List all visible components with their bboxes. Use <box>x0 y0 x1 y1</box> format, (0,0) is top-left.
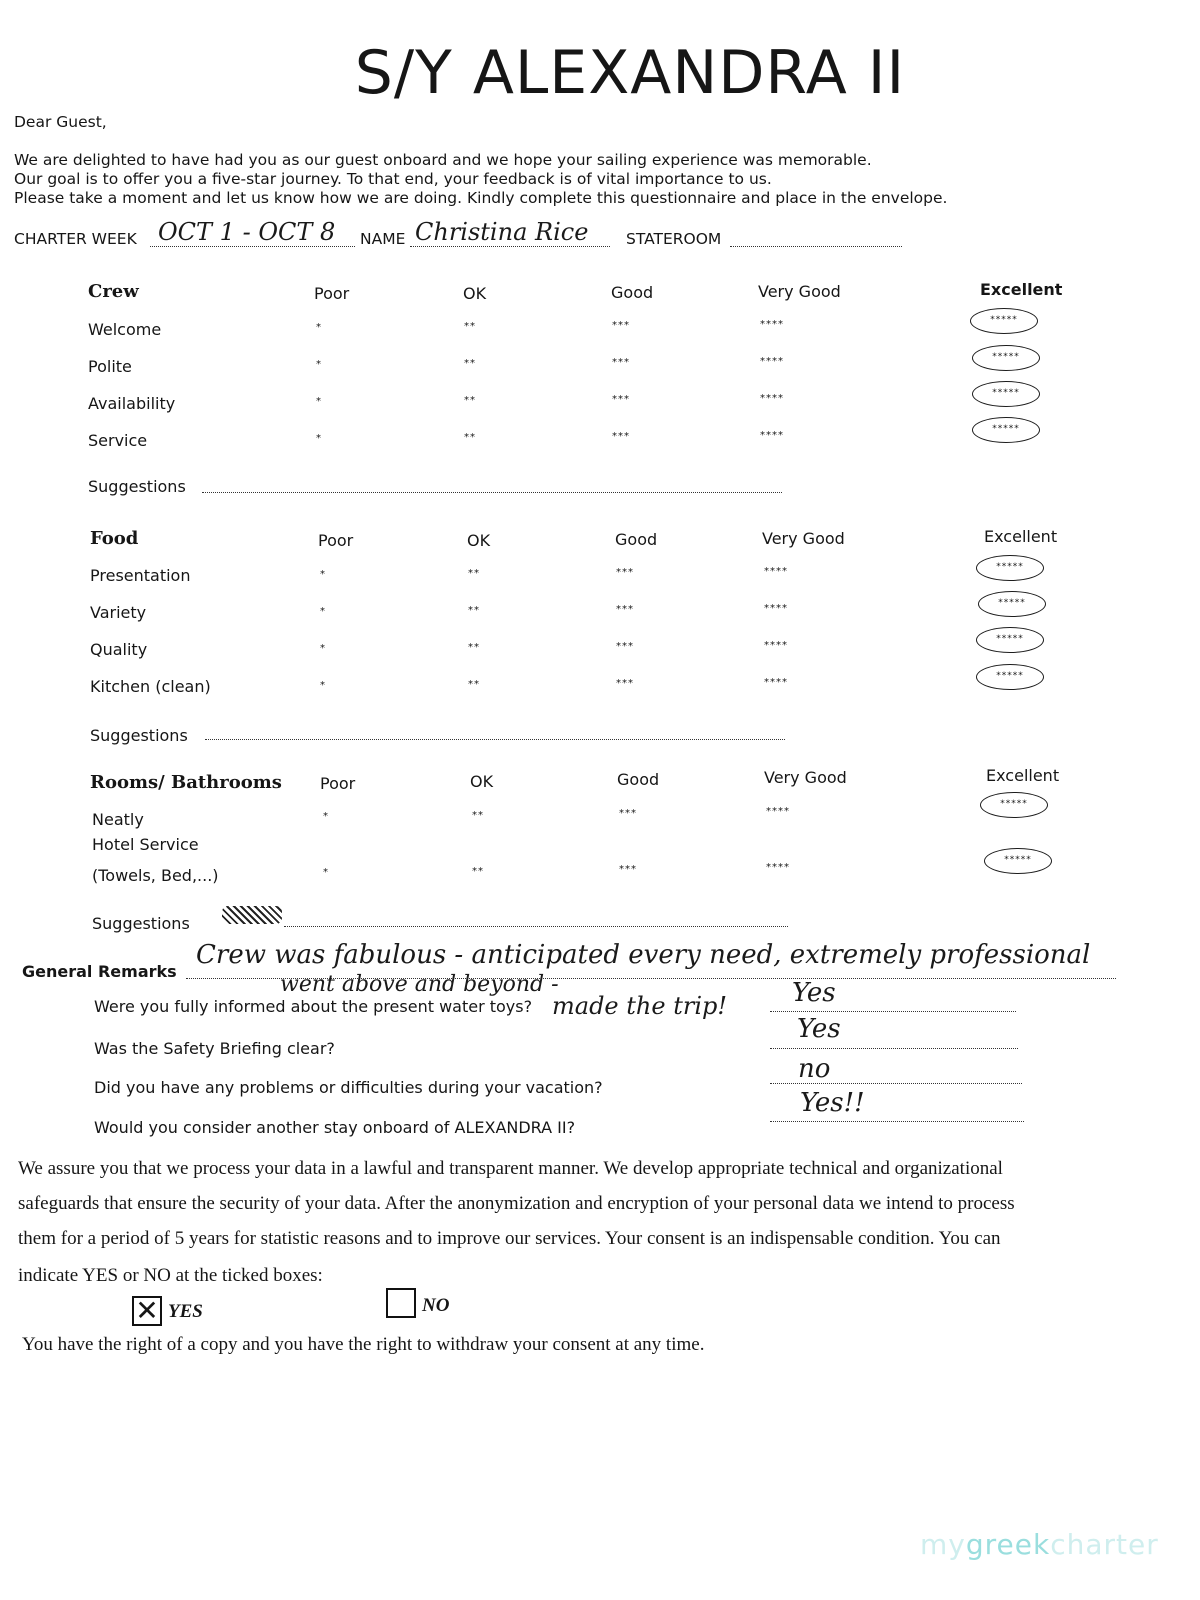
crew-col-poor: Poor <box>314 284 350 303</box>
rating-option[interactable]: ** <box>468 679 480 690</box>
rooms-col-very-good: Very Good <box>764 768 847 787</box>
food-suggestions-field[interactable] <box>205 739 785 740</box>
general-remarks-field[interactable]: Crew was fabulous - anticipated every need, extremely professional <box>196 940 1091 970</box>
rating-option[interactable]: *** <box>619 864 637 875</box>
rating-option[interactable]: * <box>320 680 326 691</box>
rooms-heading: Rooms/ Bathrooms <box>90 772 282 793</box>
rating-option-selected[interactable]: ***** <box>978 591 1046 617</box>
rating-option[interactable]: *** <box>616 641 634 652</box>
rating-option[interactable]: *** <box>616 604 634 615</box>
food-row-variety: Variety <box>90 603 147 622</box>
watermark-logo: mygreekcharter <box>920 1528 1159 1561</box>
crew-row-welcome: Welcome <box>88 320 162 339</box>
privacy-line-3: them for a period of 5 years for statistic reasons and to improve our services. Your consent is an indispensable condition. You can <box>18 1228 1001 1249</box>
general-remarks-line-2: went above and beyond - <box>280 972 559 997</box>
rating-option[interactable]: * <box>316 396 322 407</box>
rating-option[interactable]: ** <box>464 358 476 369</box>
food-suggestions-label: Suggestions <box>90 726 188 745</box>
charter-week-line <box>150 246 355 247</box>
consent-yes-checkbox[interactable]: ✕ <box>132 1296 162 1326</box>
rooms-suggestions-field[interactable] <box>284 926 788 927</box>
privacy-footer: You have the right of a copy and you have the right to withdraw your consent at any time. <box>22 1334 705 1355</box>
crew-suggestions-field[interactable] <box>202 492 782 493</box>
answer-problems-field[interactable]: no <box>798 1054 831 1084</box>
food-col-excellent: Excellent <box>984 527 1058 546</box>
charter-week-label: CHARTER WEEK <box>14 230 137 248</box>
rating-option-selected[interactable]: ***** <box>972 381 1040 407</box>
food-col-very-good: Very Good <box>762 529 845 548</box>
privacy-line-4: indicate YES or NO at the ticked boxes: <box>18 1265 323 1286</box>
rating-option[interactable]: * <box>323 811 329 822</box>
rating-option-selected[interactable]: ***** <box>984 848 1052 874</box>
rating-option[interactable]: ** <box>468 605 480 616</box>
privacy-line-1: We assure you that we process your data in a lawful and transparent manner. We develop appropriate technical and organizational <box>18 1158 1003 1179</box>
food-col-poor: Poor <box>318 531 354 550</box>
rating-option[interactable]: **** <box>764 603 788 614</box>
name-label: NAME <box>360 230 406 248</box>
rating-option-selected[interactable]: ***** <box>976 555 1044 581</box>
document-title: S/Y ALEXANDRA II <box>354 38 906 108</box>
crew-heading: Crew <box>88 281 139 302</box>
intro-line-3: Please take a moment and let us know how we are doing. Kindly complete this questionnaire and place in the envelope. <box>14 189 948 207</box>
rating-option[interactable]: * <box>320 569 326 580</box>
rating-option[interactable]: * <box>316 433 322 444</box>
rating-option[interactable]: ** <box>472 866 484 877</box>
intro-line-1: We are delighted to have had you as our guest onboard and we hope your sailing experience was memorable. <box>14 151 872 169</box>
answer-line <box>770 1121 1024 1122</box>
answer-line <box>770 1011 1016 1012</box>
rating-option[interactable]: *** <box>619 808 637 819</box>
rating-option[interactable]: **** <box>764 677 788 688</box>
rating-option[interactable]: *** <box>616 678 634 689</box>
rating-option[interactable]: *** <box>612 431 630 442</box>
privacy-line-2: safeguards that ensure the security of your data. After the anonymization and encryption of your personal data we intend to process <box>18 1193 1015 1214</box>
rating-option[interactable]: **** <box>760 319 784 330</box>
rating-option[interactable]: *** <box>612 394 630 405</box>
food-col-ok: OK <box>467 531 491 550</box>
answer-safety-briefing-field[interactable]: Yes <box>797 1014 841 1044</box>
crew-col-excellent: Excellent <box>980 280 1063 299</box>
intro-line-2: Our goal is to offer you a five-star journey. To that end, your feedback is of vital importance to us. <box>14 170 772 188</box>
food-row-presentation: Presentation <box>90 566 191 585</box>
answer-line <box>770 1048 1018 1049</box>
rating-option-selected[interactable]: ***** <box>972 345 1040 371</box>
general-remarks-line-3: made the trip! <box>552 992 727 1020</box>
rooms-col-ok: OK <box>470 772 494 791</box>
answer-water-toys-field[interactable]: Yes <box>792 978 836 1008</box>
rating-option[interactable]: * <box>320 606 326 617</box>
food-heading: Food <box>90 528 139 549</box>
rooms-col-poor: Poor <box>320 774 356 793</box>
name-field[interactable]: Christina Rice <box>415 218 589 246</box>
rating-option[interactable]: **** <box>764 640 788 651</box>
rooms-col-good: Good <box>617 770 660 789</box>
stateroom-line <box>730 246 902 247</box>
crew-row-service: Service <box>88 431 148 450</box>
greeting: Dear Guest, <box>14 113 107 131</box>
crew-col-ok: OK <box>463 284 487 303</box>
rating-option-selected[interactable]: ***** <box>976 664 1044 690</box>
question-another-stay: Would you consider another stay onboard of ALEXANDRA II? <box>94 1118 576 1137</box>
rooms-col-excellent: Excellent <box>986 766 1060 785</box>
crew-col-very-good: Very Good <box>758 282 841 301</box>
food-row-kitchen-clean: Kitchen (clean) <box>90 677 211 696</box>
consent-no-label: NO <box>422 1295 450 1316</box>
food-row-quality: Quality <box>90 640 148 659</box>
question-safety-briefing: Was the Safety Briefing clear? <box>94 1039 335 1058</box>
rating-option[interactable]: ** <box>472 810 484 821</box>
rating-option-selected[interactable]: ***** <box>976 627 1044 653</box>
rating-option[interactable]: *** <box>612 320 630 331</box>
rating-option-selected[interactable]: ***** <box>972 417 1040 443</box>
crew-row-availability: Availability <box>88 394 176 413</box>
rooms-suggestions-label: Suggestions <box>92 914 190 933</box>
general-remarks-label: General Remarks <box>22 962 177 981</box>
rating-option[interactable]: * <box>320 643 326 654</box>
rooms-row-towels-bed: (Towels, Bed,...) <box>92 866 219 885</box>
rating-option[interactable]: ** <box>464 321 476 332</box>
rating-option[interactable]: **** <box>760 356 784 367</box>
name-line <box>410 246 610 247</box>
rating-option[interactable]: **** <box>760 430 784 441</box>
rating-option[interactable]: ** <box>468 642 480 653</box>
rating-option[interactable]: **** <box>766 862 790 873</box>
answer-another-stay-field[interactable]: Yes!! <box>800 1088 865 1118</box>
rating-option[interactable]: * <box>323 867 329 878</box>
question-water-toys: Were you fully informed about the present water toys? <box>94 997 533 1016</box>
rooms-row-hotel-service: Hotel Service <box>92 835 199 854</box>
rating-option[interactable]: ** <box>468 568 480 579</box>
rating-option[interactable]: * <box>316 359 322 370</box>
crew-row-polite: Polite <box>88 357 132 376</box>
crew-suggestions-label: Suggestions <box>88 477 186 496</box>
rating-option[interactable]: ** <box>464 432 476 443</box>
consent-no-checkbox[interactable] <box>386 1288 416 1318</box>
rating-option[interactable]: **** <box>764 566 788 577</box>
rating-option-selected[interactable]: ***** <box>970 308 1038 334</box>
rating-option-selected[interactable]: ***** <box>980 792 1048 818</box>
rating-option[interactable]: **** <box>760 393 784 404</box>
crew-col-good: Good <box>611 283 654 302</box>
consent-yes-label: YES <box>168 1301 203 1322</box>
rating-option[interactable]: *** <box>616 567 634 578</box>
scribbled-out-text <box>222 906 282 924</box>
rating-option[interactable]: ** <box>464 395 476 406</box>
rating-option[interactable]: **** <box>766 806 790 817</box>
charter-week-field[interactable]: OCT 1 - OCT 8 <box>158 218 336 246</box>
rooms-row-neatly: Neatly <box>92 810 144 829</box>
food-col-good: Good <box>615 530 658 549</box>
rating-option[interactable]: * <box>316 322 322 333</box>
stateroom-label: STATEROOM <box>626 230 722 248</box>
question-problems: Did you have any problems or difficulties during your vacation? <box>94 1078 603 1097</box>
rating-option[interactable]: *** <box>612 357 630 368</box>
